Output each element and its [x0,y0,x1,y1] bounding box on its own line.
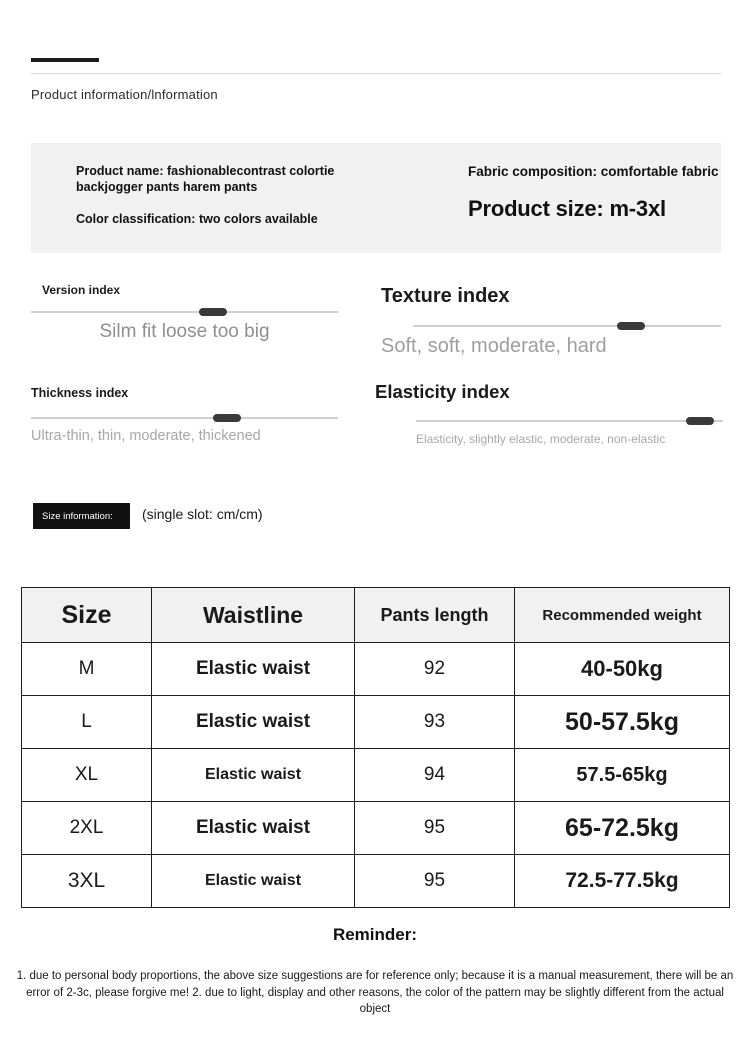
texture-index-group [381,285,721,358]
table-row [22,749,730,802]
cell-waistline: Elastic waist [152,855,355,908]
cell-pants-length: 94 [355,749,515,802]
cell-size: L [22,696,152,749]
cell-pants-length: 92 [355,643,515,696]
thickness-index-track[interactable] [31,417,338,419]
table-row [22,696,730,749]
elasticity-index-scale: Elasticity, slightly elastic, moderate, non-elastic [416,432,666,446]
color-classification-text: Color classification: two colors available [76,212,318,227]
product-name-text: Product name: fashionablecontrast colortie backjogger pants harem pants [76,164,335,194]
fabric-composition-text: Fabric composition: comfortable fabric [468,164,719,179]
texture-index-scale: Soft, soft, moderate, hard [381,335,607,357]
header-waistline: Waistline [152,588,355,643]
texture-index-knob[interactable] [617,322,645,330]
header-rules [0,0,750,80]
table-row [22,643,730,696]
cell-waistline: Elastic waist [152,696,355,749]
version-index-group [31,283,338,343]
cell-size: 2XL [22,802,152,855]
cell-pants-length: 95 [355,802,515,855]
size-table [21,587,730,908]
product-size-text: Product size: m-3xl [468,195,666,221]
product-info-left-column [76,164,396,226]
version-index-knob[interactable] [199,308,227,316]
product-info-panel [31,143,721,253]
elasticity-index-track[interactable] [416,420,723,422]
cell-waistline: Elastic waist [152,643,355,696]
header-size: Size [22,588,152,643]
header-recommended-weight: Recommended weight [515,588,730,643]
reminder-title: Reminder: [332,925,418,944]
cell-recommended-weight: 72.5-77.5kg [515,855,730,908]
header-divider-rule [31,73,721,74]
cell-waistline: Elastic waist [152,749,355,802]
thickness-index-scale: Ultra-thin, thin, moderate, thickened [31,428,261,444]
size-information-badge: Size information: [33,503,130,529]
version-index-scale: Silm fit loose too big [99,321,270,342]
cell-recommended-weight: 40-50kg [515,643,730,696]
header-accent-rule [31,58,99,62]
size-unit-note: (single slot: cm/cm) [142,506,263,522]
cell-recommended-weight: 50-57.5kg [515,696,730,749]
elasticity-index-knob[interactable] [686,417,714,425]
thickness-index-knob[interactable] [213,414,241,422]
version-index-title: Version index [41,283,121,297]
texture-index-track[interactable] [413,325,721,327]
product-information-label: Product information/lnformation [31,87,218,102]
table-header-row [22,588,730,643]
texture-index-title: Texture index [381,285,510,307]
cell-recommended-weight: 65-72.5kg [515,802,730,855]
thickness-index-group [31,386,338,444]
table-row [22,802,730,855]
cell-recommended-weight: 57.5-65kg [515,749,730,802]
elasticity-index-title: Elasticity index [375,381,510,402]
elasticity-index-group [375,381,723,446]
version-index-track[interactable] [31,311,338,313]
cell-size: 3XL [22,855,152,908]
thickness-index-title: Thickness index [31,386,129,400]
reminder-body: 1. due to personal body proportions, the above size suggestions are for reference only; because it is a manual measurement, there will be an error of 2-3c, please forgive me! 2. due to light, display and other reasons, the color of the pattern may be slightly different from the actual object [16,970,734,1016]
cell-pants-length: 95 [355,855,515,908]
cell-waistline: Elastic waist [152,802,355,855]
header-pants-length: Pants length [355,588,515,643]
table-row [22,855,730,908]
cell-size: XL [22,749,152,802]
cell-size: M [22,643,152,696]
cell-pants-length: 93 [355,696,515,749]
product-info-right-column [468,164,738,222]
